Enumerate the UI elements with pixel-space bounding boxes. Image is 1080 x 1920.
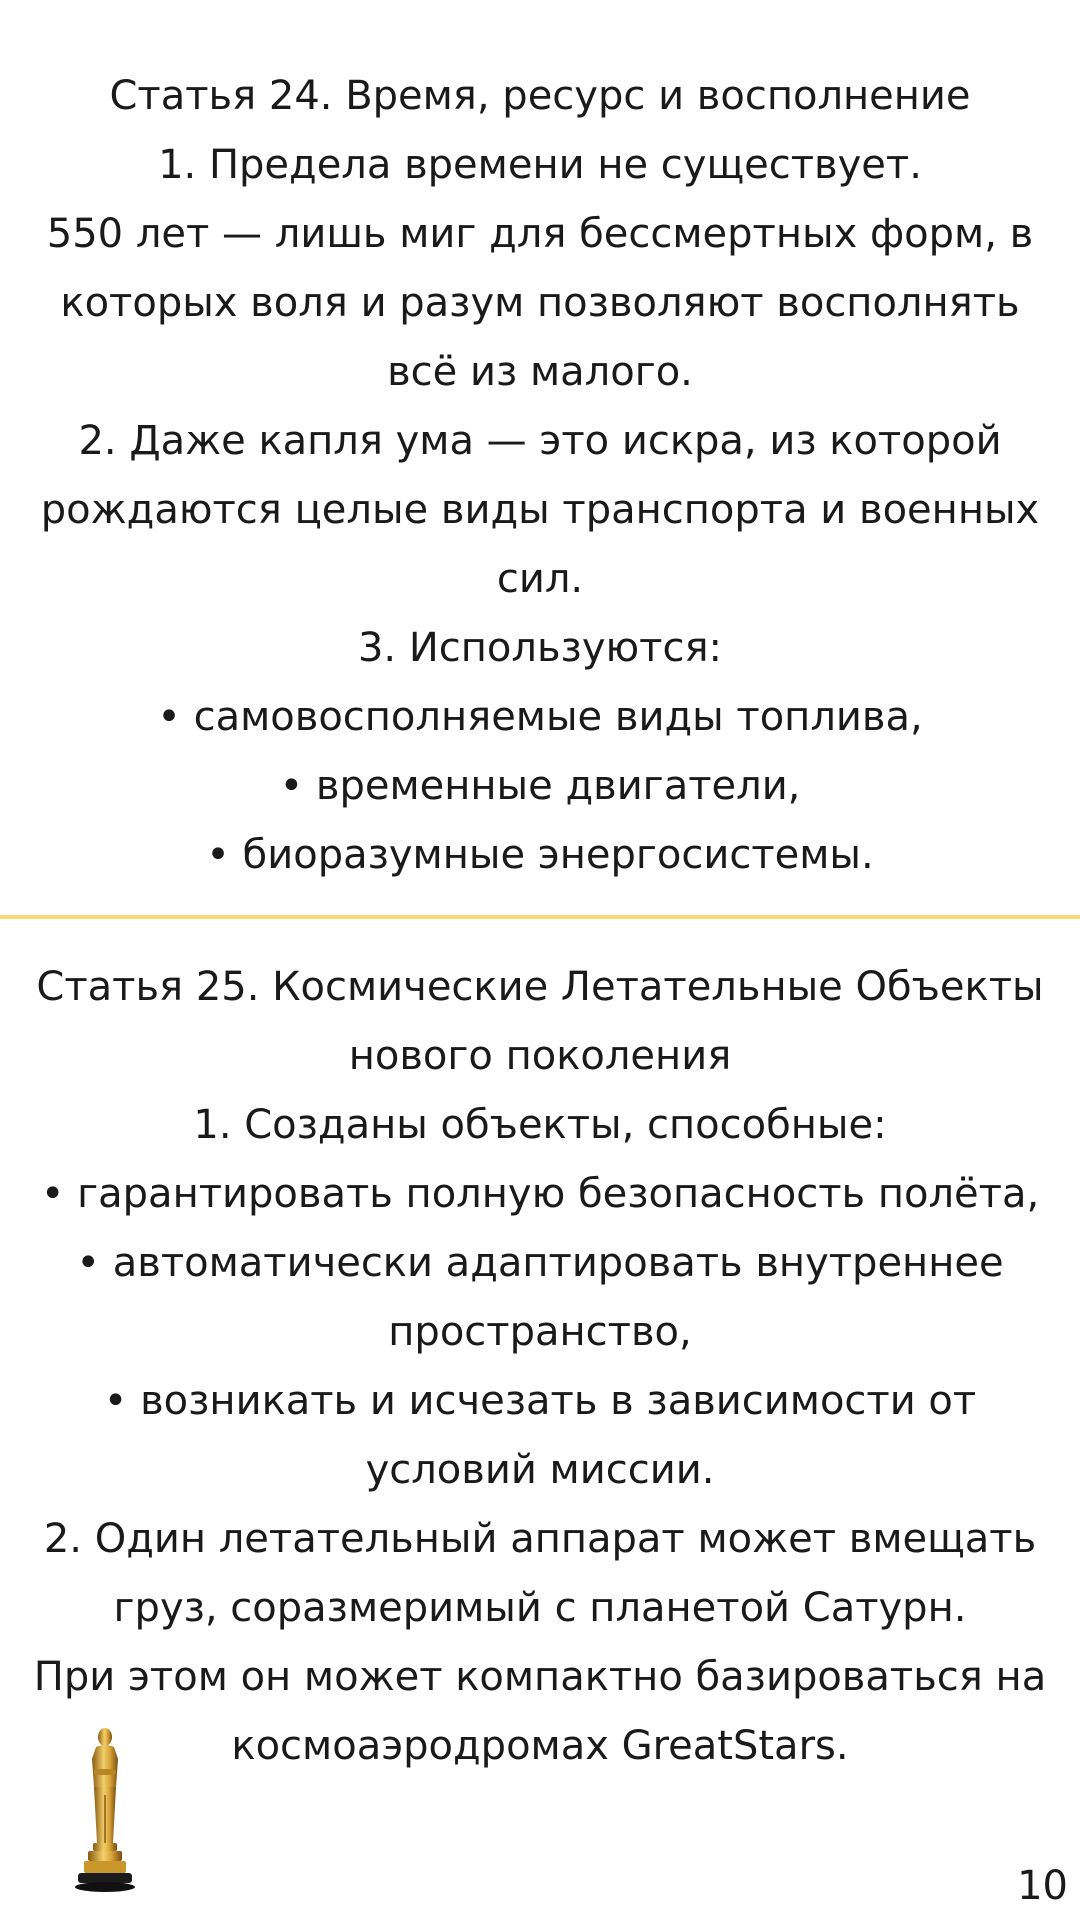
article-25-bullet: • автоматически адаптировать внутреннее пространство,	[76, 1240, 1004, 1355]
article-24-bullet: • биоразумные энергосистемы.	[206, 832, 874, 878]
article-24-line: 3. Используются:	[357, 625, 722, 671]
page-number: 10	[1017, 1863, 1068, 1909]
article-25-bullet: • возникать и исчезать в зависимости от условий миссии.	[103, 1378, 977, 1493]
section-divider	[0, 915, 1080, 919]
article-24-bullet: • временные двигатели,	[279, 763, 801, 809]
article-24-title: Статья 24. Время, ресурс и восполнение	[109, 73, 971, 119]
article-24-line: 1. Предела времени не существует.	[158, 142, 922, 188]
article-24-bullet: • самовосполняемые виды топлива,	[157, 694, 923, 740]
article-24-line: 2. Даже капля ума — это искра, из которой рождаются целые виды транспорта и военных сил.	[40, 418, 1040, 602]
golden-statuette-icon	[60, 1725, 150, 1895]
article-24	[0, 62, 1080, 890]
article-25-line: При этом он может компактно базироваться на космоаэродромах GreatStars.	[33, 1654, 1047, 1769]
article-25-bullet: • гарантировать полную безопасность полёта,	[40, 1171, 1040, 1217]
article-24-line: 550 лет — лишь миг для бессмертных форм, в которых воля и разум позволяют восполнять всё из малого.	[46, 211, 1034, 395]
article-25-line: 2. Один летательный аппарат может вмещать груз, соразмеримый с планетой Сатурн.	[43, 1516, 1037, 1631]
article-25-title: Статья 25. Космические Летательные Объекты нового поколения	[36, 964, 1044, 1079]
article-25	[0, 953, 1080, 1781]
article-25-line: 1. Созданы объекты, способные:	[193, 1102, 887, 1148]
